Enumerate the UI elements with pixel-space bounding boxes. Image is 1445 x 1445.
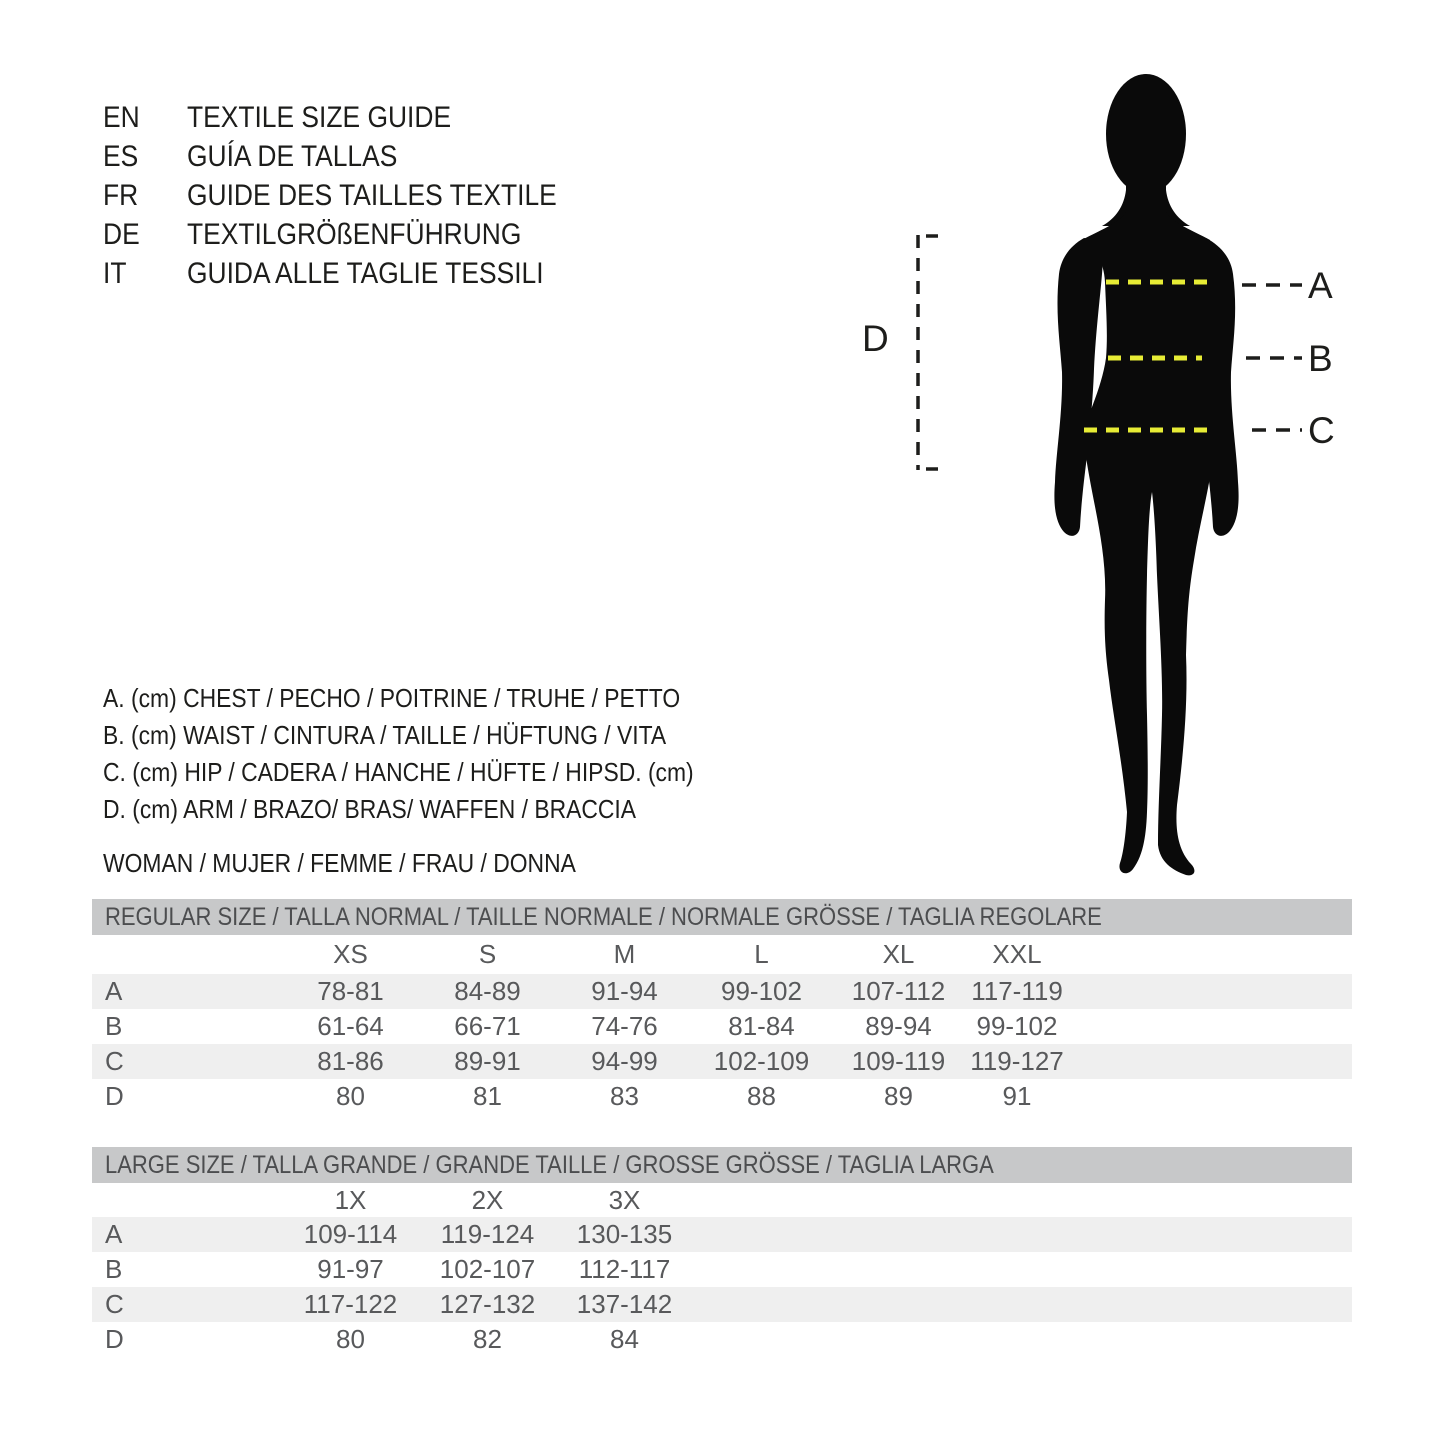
size-cell: 89 (884, 1081, 913, 1111)
size-cell: 66-71 (454, 1011, 521, 1041)
column-header: XXL (992, 939, 1042, 969)
language-code: FR (103, 179, 139, 212)
legend-line-chest: A. (cm) CHEST / PECHO / POITRINE / TRUHE / PETTO (103, 683, 681, 713)
large-table-title: LARGE SIZE / TALLA GRANDE / GRANDE TAILLE / GROSSE GRÖSSE / TAGLIA LARGA (105, 1151, 994, 1179)
size-cell: 117-122 (303, 1289, 398, 1319)
guide-title: TEXTILGRÖßENFÜHRUNG (187, 218, 522, 251)
size-cell: 119-124 (440, 1219, 535, 1249)
title-row-de (103, 215, 607, 254)
woman-silhouette-figure (850, 60, 1350, 900)
large-size-table (92, 1147, 1352, 1357)
size-cell: 89-91 (454, 1046, 521, 1076)
table-row-hip (92, 1044, 1352, 1079)
marker-label-d: D (862, 318, 889, 359)
size-cell: 99-102 (721, 976, 802, 1006)
marker-label-b: B (1308, 338, 1333, 379)
regular-size-table (92, 899, 1352, 1114)
size-cell: 80 (336, 1324, 365, 1354)
size-cell: 107-112 (851, 976, 946, 1006)
audience-line: WOMAN / MUJER / FEMME / FRAU / DONNA (103, 848, 576, 878)
language-code: IT (103, 257, 127, 290)
row-label: A (105, 976, 123, 1006)
table-row-arm (92, 1322, 1352, 1357)
language-code: DE (103, 218, 140, 251)
title-row-it (103, 254, 607, 293)
column-header: 2X (471, 1185, 504, 1215)
title-row-en (103, 98, 607, 137)
corner-cell (92, 1183, 282, 1217)
guide-title: GUÍA DE TALLAS (187, 140, 398, 173)
size-cell: 127-132 (439, 1289, 536, 1319)
size-cell: 80 (336, 1081, 365, 1111)
column-header: L (754, 939, 769, 969)
table-row-chest (92, 974, 1352, 1009)
guide-title: GUIDE DES TAILLES TEXTILE (187, 179, 557, 212)
language-code: ES (103, 140, 139, 173)
size-cell: 82 (473, 1324, 502, 1354)
size-cell: 83 (610, 1081, 639, 1111)
language-title-block (103, 98, 607, 293)
measurement-legend (103, 680, 774, 828)
table-row-waist (92, 1009, 1352, 1044)
size-cell: 99-102 (976, 1011, 1058, 1041)
size-cell: 61-64 (317, 1011, 384, 1041)
size-cell: 137-142 (576, 1289, 673, 1319)
row-label: B (105, 1254, 123, 1284)
size-cell: 81 (473, 1081, 502, 1111)
column-header: XL (882, 939, 915, 969)
guide-title: GUIDA ALLE TAGLIE TESSILI (187, 257, 544, 290)
row-label: D (105, 1324, 124, 1354)
size-cell: 81-86 (317, 1046, 384, 1076)
size-cell: 91-94 (591, 976, 658, 1006)
column-header: 3X (608, 1185, 641, 1215)
row-label: B (105, 1011, 123, 1041)
column-header: M (613, 939, 636, 969)
size-cell: 117-119 (971, 976, 1063, 1006)
table-row-waist (92, 1252, 1352, 1287)
size-cell: 74-76 (591, 1011, 658, 1041)
size-cell: 119-127 (970, 1046, 1064, 1076)
size-cell: 102-107 (439, 1254, 536, 1284)
corner-cell (92, 935, 282, 974)
size-cell: 81-84 (728, 1011, 795, 1041)
title-row-es (103, 137, 607, 176)
size-cell: 91-97 (317, 1254, 384, 1284)
column-header: 1X (334, 1185, 367, 1215)
size-cell: 102-109 (713, 1046, 810, 1076)
size-cell: 109-114 (303, 1219, 398, 1249)
legend-line-arm: D. (cm) ARM / BRAZO/ BRAS/ WAFFEN / BRACCIA (103, 794, 637, 824)
row-label: C (105, 1289, 124, 1319)
language-code: EN (103, 101, 140, 134)
legend-line-waist: B. (cm) WAIST / CINTURA / TAILLE / HÜFTUNG / VITA (103, 720, 667, 750)
marker-label-c: C (1308, 410, 1335, 451)
size-cell: 84-89 (454, 976, 521, 1006)
large-table-title-bar (92, 1147, 1352, 1183)
title-row-fr (103, 176, 607, 215)
column-header: S (478, 939, 497, 969)
size-cell: 91 (1002, 1081, 1032, 1111)
size-cell: 94-99 (591, 1046, 658, 1076)
regular-table-title-bar (92, 899, 1352, 935)
column-header: XS (333, 939, 368, 969)
row-label: D (105, 1081, 124, 1111)
regular-table-title: REGULAR SIZE / TALLA NORMAL / TAILLE NORMALE / NORMALE GRÖSSE / TAGLIA REGOLARE (105, 903, 1102, 931)
size-cell: 89-94 (865, 1011, 932, 1041)
size-cell: 109-119 (851, 1046, 946, 1076)
size-cell: 112-117 (578, 1254, 671, 1284)
guide-title: TEXTILE SIZE GUIDE (187, 101, 452, 134)
table-row-arm (92, 1079, 1352, 1114)
large-table-column-headers (92, 1183, 1352, 1217)
size-cell: 88 (747, 1081, 776, 1111)
row-label: C (105, 1046, 124, 1076)
size-cell: 78-81 (317, 976, 384, 1006)
size-cell: 130-135 (576, 1219, 673, 1249)
table-row-chest (92, 1217, 1352, 1252)
regular-table-column-headers (92, 935, 1352, 974)
size-cell: 84 (610, 1324, 639, 1354)
row-label: A (105, 1219, 123, 1249)
legend-line-hip: C. (cm) HIP / CADERA / HANCHE / HÜFTE / HIPSD. (cm) (103, 757, 694, 787)
table-row-hip (92, 1287, 1352, 1322)
marker-label-a: A (1308, 265, 1333, 306)
